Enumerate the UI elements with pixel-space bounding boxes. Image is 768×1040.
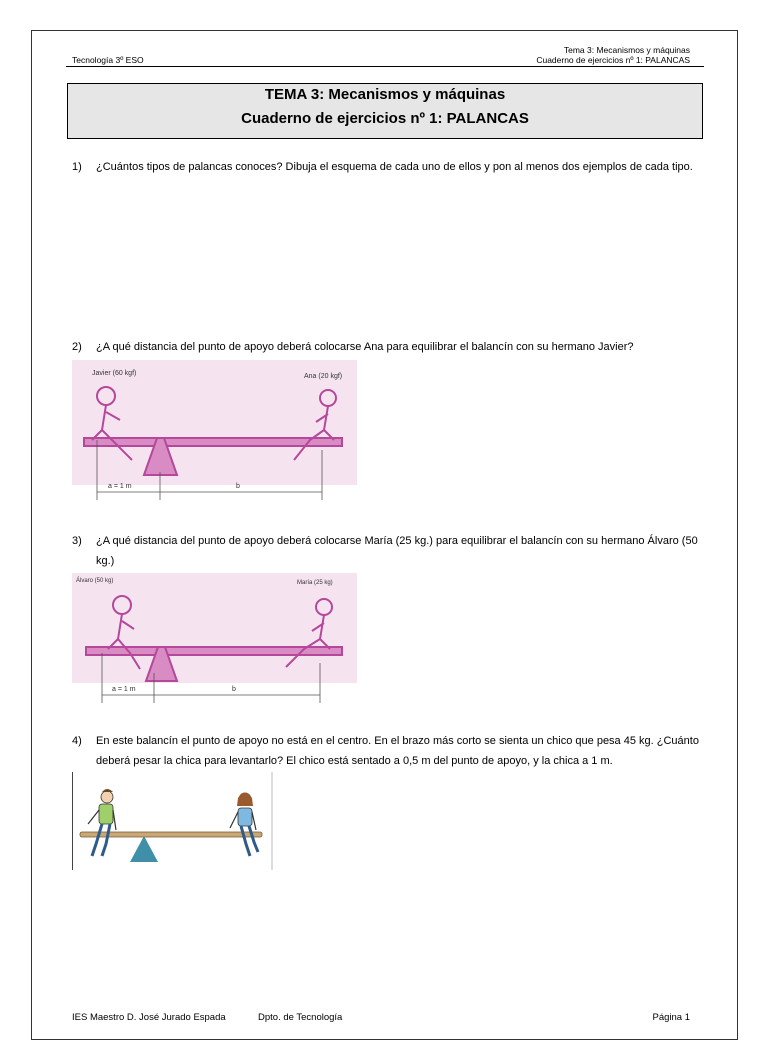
header-topic (536, 45, 690, 65)
header-topic-line2: Cuaderno de ejercicios nº 1: PALANCAS (536, 55, 690, 65)
seesaw-figure-2 (72, 360, 357, 510)
title-box (67, 83, 703, 139)
header-divider (66, 66, 704, 67)
girl-figure (230, 793, 258, 857)
boy-figure (88, 789, 116, 856)
dimension-a: a = 1 m (108, 483, 132, 490)
figure-label-left: Álvaro (50 kg) (76, 578, 114, 584)
question-number: 1) (72, 161, 82, 173)
figure-label-left: Javier (60 kgf) (92, 370, 137, 377)
question-2 (72, 337, 702, 357)
title-line1: TEMA 3: Mecanismos y máquinas (264, 86, 506, 103)
question-number: 4) (72, 735, 82, 747)
figure-background (72, 573, 357, 683)
dimension-a: a = 1 m (112, 686, 136, 693)
question-4 (72, 731, 702, 771)
figure-label-right: Ana (20 kgf) (304, 373, 343, 380)
footer-department: Dpto. de Tecnología (258, 1012, 343, 1023)
header-topic-line1: Tema 3: Mecanismos y máquinas (563, 45, 690, 55)
question-number: 3) (72, 535, 82, 547)
seesaw-figure-3 (72, 573, 357, 708)
question-number: 2) (72, 341, 82, 353)
header-subject: Tecnología 3º ESO (72, 55, 144, 65)
question-1 (72, 157, 702, 177)
question-text: En este balancín el punto de apoyo no está en el centro. En el brazo más corto se sienta un chico que pesa 45 kg. ¿Cuánto deberá pesar la chica para levantarlo? El chico está sentado a 0,5 m del punto de apoyo, y la chica a 1 m. (96, 735, 699, 767)
fulcrum-triangle (130, 836, 158, 862)
question-3 (72, 531, 702, 571)
seesaw-figure-4 (72, 772, 276, 870)
question-text: ¿A qué distancia del punto de apoyo deberá colocarse María (25 kg.) para equilibrar el balancín con su hermano Álvaro (50 kg.) (96, 535, 698, 567)
question-text: ¿A qué distancia del punto de apoyo deberá colocarse Ana para equilibrar el balancín con su hermano Javier? (96, 341, 634, 353)
title-line2: Cuaderno de ejercicios nº 1: PALANCAS (241, 110, 529, 127)
dimension-b: b (236, 483, 240, 490)
dimension-b: b (232, 686, 236, 693)
question-text: ¿Cuántos tipos de palancas conoces? Dibuja el esquema de cada uno de ellos y pon al menos dos ejemplos de cada tipo. (96, 161, 693, 173)
footer-school: IES Maestro D. José Jurado Espada (72, 1012, 226, 1023)
footer-page-number: Página 1 (652, 1012, 690, 1023)
figure-label-right: María (25 kg) (297, 580, 333, 586)
